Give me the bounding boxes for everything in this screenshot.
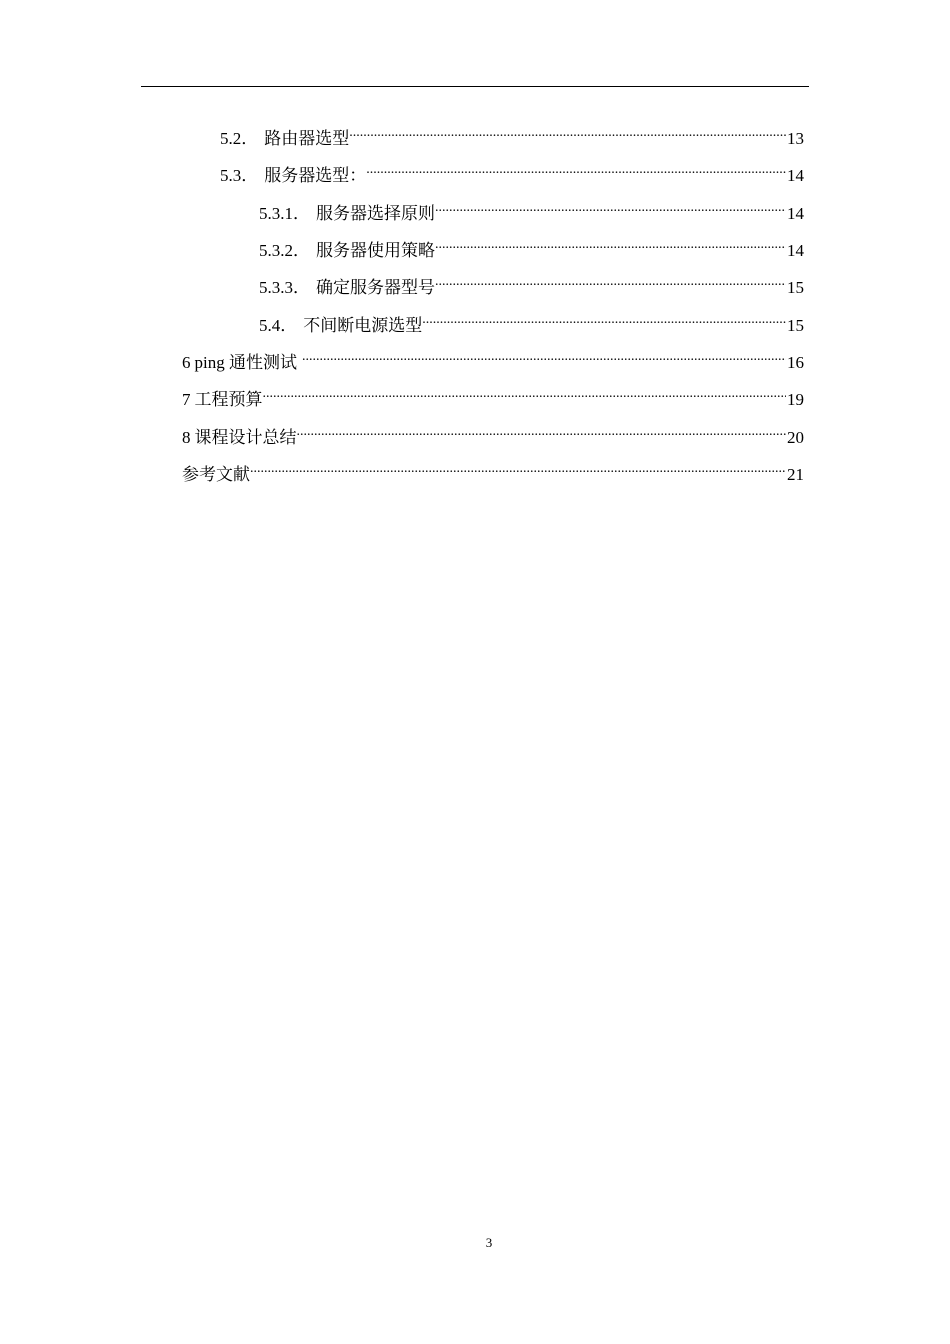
toc-entry-7[interactable] (182, 381, 804, 409)
toc-entry-number: 8 (182, 428, 191, 447)
toc-entry-page: 14 (787, 241, 804, 260)
toc-entry-page: 15 (787, 316, 804, 335)
toc-dot-leader (297, 419, 787, 443)
toc-entry-references[interactable] (182, 456, 804, 484)
toc-entry-title: ping 通性测试 (194, 353, 297, 372)
toc-entry-5-3-2[interactable] (259, 232, 804, 260)
toc-entry-5-3-1[interactable] (259, 195, 804, 223)
toc-entry-title: 参考文献 (182, 465, 250, 484)
toc-entry-5-3-3[interactable] (259, 269, 804, 297)
toc-entry-page: 19 (787, 390, 804, 409)
toc-dot-leader (435, 232, 786, 256)
toc-entry-number: 6 (182, 353, 191, 372)
toc-entry-title: 服务器选择原则 (316, 204, 435, 223)
toc-entry-number: 5.4． (259, 316, 298, 335)
toc-entry-5-2[interactable] (220, 120, 804, 148)
toc-entry-title: 确定服务器型号 (316, 278, 435, 297)
toc-entry-title: 服务器使用策略 (316, 241, 435, 260)
toc-entry-number: 7 (182, 390, 191, 409)
toc-dot-leader (422, 307, 786, 331)
toc-entry-page: 21 (787, 465, 804, 484)
toc-entry-number: 5.3.3． (259, 278, 310, 297)
toc-entry-number: 5.3． (220, 166, 259, 185)
toc-entry-page: 20 (787, 428, 804, 447)
toc-dot-leader (366, 157, 786, 181)
toc-entry-number: 5.3.1． (259, 204, 310, 223)
page-number: 3 (485, 1235, 493, 1250)
toc-dot-leader (302, 344, 786, 368)
toc-entry-page: 14 (787, 204, 804, 223)
toc-dot-leader (263, 381, 787, 405)
toc-entry-number: 5.2． (220, 129, 259, 148)
toc-entry-title: 课程设计总结 (194, 428, 297, 447)
toc-entry-page: 14 (787, 166, 804, 185)
toc-entry-title: 工程预算 (194, 390, 263, 409)
toc-entry-6[interactable] (182, 344, 804, 372)
toc-dot-leader (435, 195, 786, 219)
toc-entry-page: 13 (787, 129, 804, 148)
toc-dot-leader (435, 269, 786, 293)
header-rule (141, 86, 809, 87)
toc-entry-page: 16 (787, 353, 804, 372)
toc-entry-number: 5.3.2． (259, 241, 310, 260)
toc-entry-title: 服务器选型： (264, 166, 367, 185)
toc-entry-5-4[interactable] (259, 307, 804, 335)
toc-dot-leader (250, 456, 786, 480)
toc-entry-title: 不间断电源选型 (303, 316, 423, 335)
toc-dot-leader (349, 120, 786, 144)
toc-entry-title: 路由器选型 (264, 129, 350, 148)
toc-entry-5-3[interactable] (220, 157, 804, 185)
toc-entry-page: 15 (787, 278, 804, 297)
toc-entry-8[interactable] (182, 419, 804, 447)
